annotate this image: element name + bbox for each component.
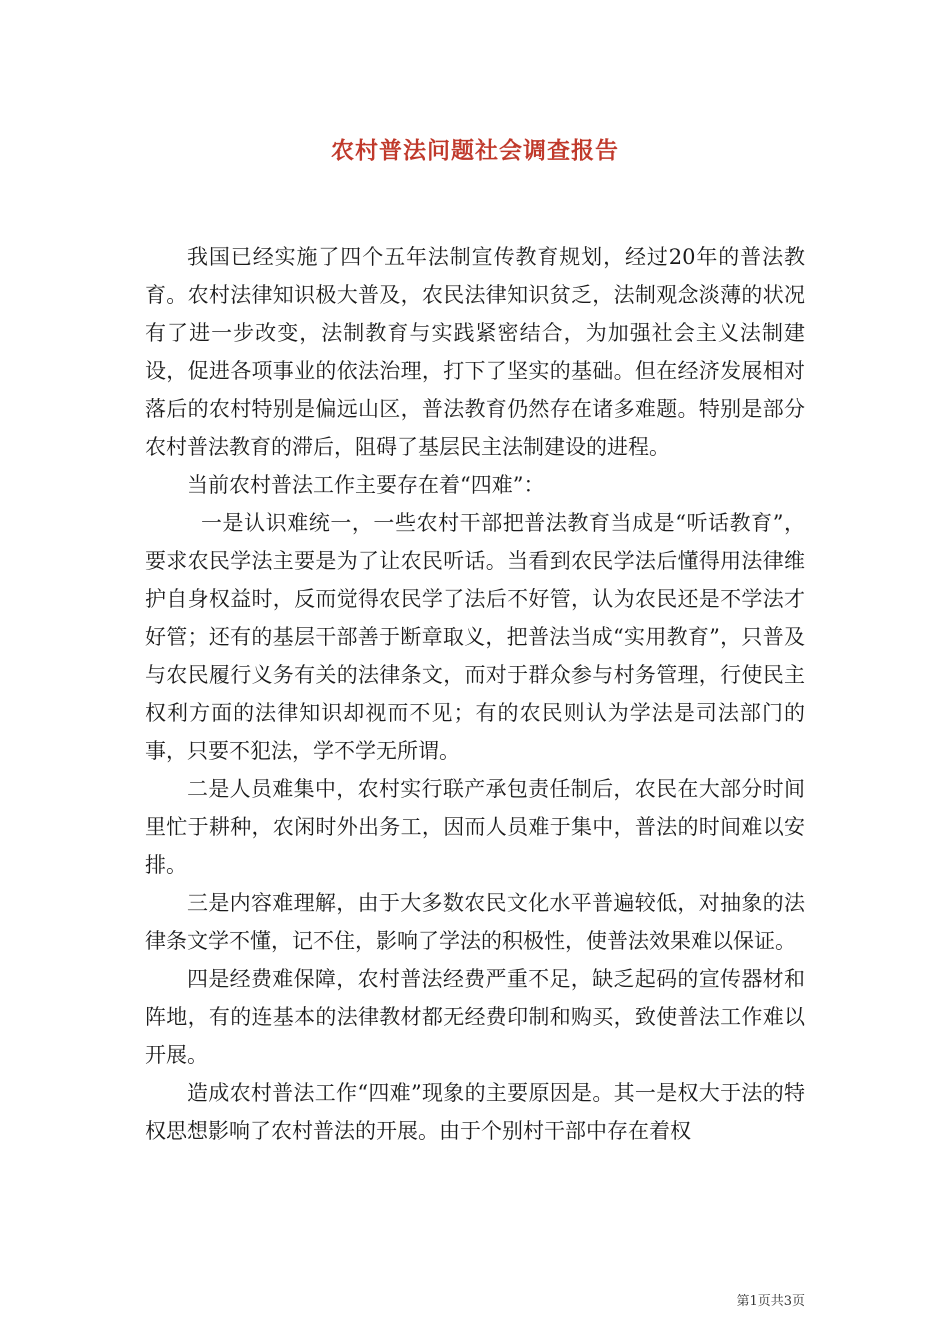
paragraph-difficulty-one: 一是认识难统一，一些农村干部把普法教育当成是“听话教育”，要求农民学法主要是为了让农民听话。当看到农民学法后懂得用法律维护自身权益时，反而觉得农民学了法后不好管，认为农民还是不学法才好管；还有的基层干部善于断章取义，把普法当成“实用教育”，只普及与农民履行义务有关的法律条文，而对于群众参与村务管理，行使民主权利方面的法律知识却视而不见；有的农民则认为学法是司法部门的事，只要不犯法，学不学无所谓。 [145, 511, 805, 763]
paragraph-difficulty-two: 二是人员难集中，农村实行联产承包责任制后，农民在大部分时间里忙于耕种，农闲时外出务工，因而人员难于集中，普法的时间难以安排。 [145, 777, 805, 877]
paragraph-intro: 我国已经实施了四个五年法制宣传教育规划，经过20年的普法教育。农村法律知识极大普及，农民法律知识贫乏，法制观念淡薄的状况有了进一步改变，法制教育与实践紧密结合，为加强社会主义法制建设，促进各项事业的依法治理，打下了坚实的基础。但在经济发展相对落后的农村特别是偏远山区，普法教育仍然存在诸多难题。特别是部分农村普法教育的滞后，阻碍了基层民主法制建设的进程。 [145, 245, 805, 459]
paragraph-difficulty-three: 三是内容难理解，由于大多数农民文化水平普遍较低，对抽象的法律条文学不懂，记不住，影响了学法的积极性，使普法效果难以保证。 [145, 891, 805, 953]
page-number: 第1页共3页 [736, 1294, 805, 1309]
document-body [145, 238, 805, 1150]
document-title: 农村普法问题社会调查报告 [331, 137, 619, 164]
paragraph-difficulty-four: 四是经费难保障，农村普法经费严重不足，缺乏起码的宣传器材和阵地，有的连基本的法律教材都无经费印制和购买，致使普法工作难以开展。 [145, 967, 805, 1067]
paragraph-causes: 造成农村普法工作“四难”现象的主要原因是。其一是权大于法的特权思想影响了农村普法的开展。由于个别村干部中存在着权 [145, 1081, 805, 1143]
paragraph-four-difficulties: 当前农村普法工作主要存在着“四难”： [187, 473, 545, 497]
